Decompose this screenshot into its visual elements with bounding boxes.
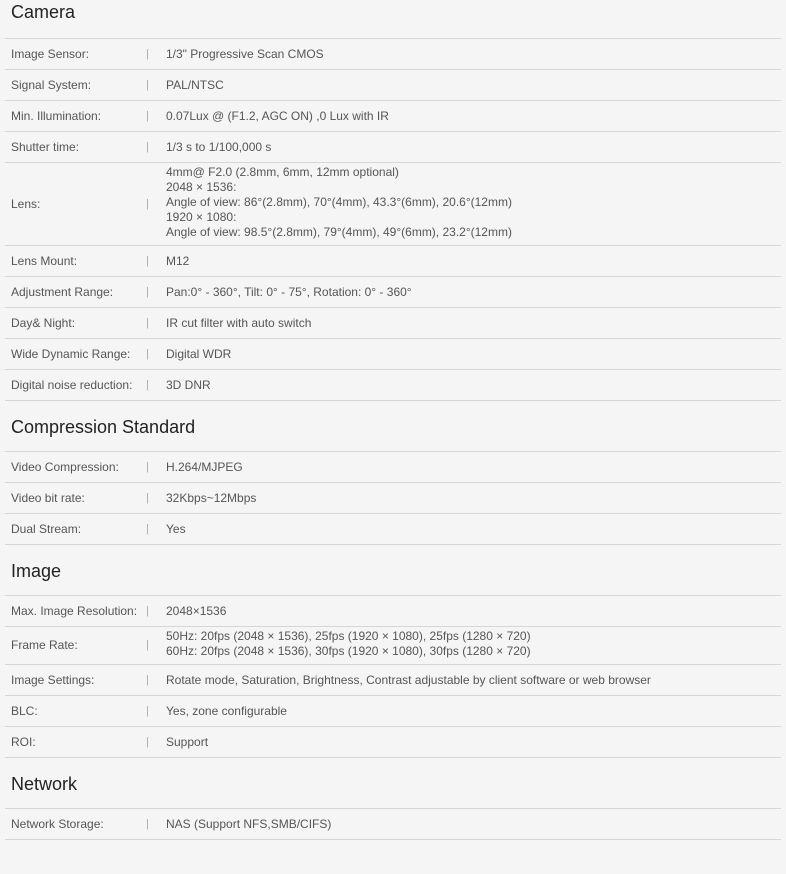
spec-row (5, 308, 781, 339)
section-title: Network (5, 772, 781, 809)
spec-separator: | (146, 197, 149, 210)
spec-value-line: 50Hz: 20fps (2048 × 1536), 25fps (1920 × 1080), 25fps (1280 × 720) (166, 629, 531, 643)
spec-row (5, 370, 781, 401)
spec-row (5, 809, 781, 840)
spec-row (5, 277, 781, 308)
spec-value-line: Angle of view: 98.5°(2.8mm), 79°(4mm), 49°(6mm), 23.2°(12mm) (166, 225, 512, 239)
spec-sheet (5, 0, 781, 840)
spec-separator: | (146, 378, 149, 391)
spec-row (5, 696, 781, 727)
spec-separator: | (146, 460, 149, 473)
spec-value-line: 1/3" Progressive Scan CMOS (166, 46, 324, 61)
spec-label: BLC: (11, 703, 38, 718)
spec-value-line: Support (166, 734, 209, 749)
spec-value-line: 1/3 s to 1/100,000 s (166, 139, 272, 154)
spec-row (5, 70, 781, 101)
spec-separator: | (146, 47, 149, 60)
spec-value (166, 704, 781, 719)
spec-separator: | (146, 639, 149, 651)
spec-value (166, 604, 781, 619)
spec-separator: | (146, 704, 149, 717)
spec-value-line: Digital WDR (166, 346, 232, 361)
spec-separator: | (146, 735, 149, 748)
spec-value (166, 109, 781, 124)
spec-row (5, 39, 781, 70)
spec-separator: | (146, 491, 149, 504)
spec-value-line: 32Kbps~12Mbps (166, 490, 257, 505)
section-title: Camera (5, 0, 781, 39)
spec-separator: | (146, 109, 149, 122)
spec-row (5, 665, 781, 696)
spec-label: Network Storage: (11, 816, 104, 831)
spec-separator: | (146, 522, 149, 535)
spec-value-line: Rotate mode, Saturation, Brightness, Contrast adjustable by client software or web browser (166, 672, 651, 687)
spec-value (166, 378, 781, 393)
spec-value (166, 316, 781, 331)
spec-label: ROI: (11, 734, 36, 749)
spec-value-line: M12 (166, 253, 190, 268)
spec-label: Frame Rate: (11, 638, 78, 652)
spec-separator: | (146, 347, 149, 360)
spec-row (5, 727, 781, 758)
spec-value (166, 78, 781, 93)
spec-row (5, 163, 781, 246)
spec-row (5, 483, 781, 514)
spec-value (166, 47, 781, 62)
spec-row (5, 132, 781, 163)
spec-value (166, 817, 781, 832)
spec-value (166, 460, 781, 475)
spec-value (166, 140, 781, 155)
spec-row (5, 452, 781, 483)
spec-value (166, 347, 781, 362)
spec-value (166, 673, 781, 688)
spec-value-line: PAL/NTSC (166, 77, 224, 92)
spec-separator: | (146, 604, 149, 617)
spec-value (166, 163, 781, 245)
spec-label: Video bit rate: (11, 490, 85, 505)
spec-label: Day& Night: (11, 315, 76, 330)
spec-value-line: 0.07Lux @ (F1.2, AGC ON) ,0 Lux with IR (166, 108, 389, 123)
spec-value-line: 4mm@ F2.0 (2.8mm, 6mm, 12mm optional) (166, 165, 399, 179)
spec-row (5, 101, 781, 132)
spec-value-line: Yes (166, 521, 186, 536)
spec-value-line: NAS (Support NFS,SMB/CIFS) (166, 816, 332, 831)
spec-separator: | (146, 140, 149, 153)
spec-separator: | (146, 78, 149, 91)
spec-separator: | (146, 285, 149, 298)
spec-label: Lens: (11, 196, 41, 211)
spec-value (166, 491, 781, 506)
spec-separator: | (146, 254, 149, 267)
spec-label: Video Compression: (11, 459, 119, 474)
spec-label: Signal System: (11, 77, 92, 92)
spec-value-line: 2048×1536 (166, 603, 227, 618)
section-title: Image (5, 559, 781, 596)
spec-label: Shutter time: (11, 139, 80, 154)
spec-row (5, 596, 781, 627)
spec-row (5, 339, 781, 370)
spec-value-line: 60Hz: 20fps (2048 × 1536), 30fps (1920 × 1080), 30fps (1280 × 720) (166, 644, 531, 658)
spec-label: Adjustment Range: (11, 284, 114, 299)
spec-label: Image Settings: (11, 672, 95, 687)
spec-value-line: IR cut filter with auto switch (166, 315, 312, 330)
spec-row (5, 627, 781, 665)
spec-label: Digital noise reduction: (11, 377, 133, 392)
spec-value-line: Angle of view: 86°(2.8mm), 70°(4mm), 43.3°(6mm), 20.6°(12mm) (166, 195, 512, 209)
spec-value (166, 254, 781, 269)
spec-label: Lens Mount: (11, 253, 78, 268)
spec-value-line: 2048 × 1536: (166, 180, 237, 194)
spec-value (166, 627, 781, 664)
spec-label: Min. Illumination: (11, 108, 102, 123)
spec-separator: | (146, 316, 149, 329)
spec-label: Max. Image Resolution: (11, 603, 138, 618)
section-title: Compression Standard (5, 415, 781, 452)
spec-row (5, 514, 781, 545)
spec-label: Dual Stream: (11, 521, 82, 536)
spec-value-line: 1920 × 1080: (166, 210, 237, 224)
spec-value (166, 522, 781, 537)
spec-label: Wide Dynamic Range: (11, 346, 131, 361)
spec-row (5, 246, 781, 277)
spec-value-line: 3D DNR (166, 377, 211, 392)
spec-value (166, 735, 781, 750)
spec-label: Image Sensor: (11, 46, 90, 61)
spec-value-line: Pan:0° - 360°, Tilt: 0° - 75°, Rotation: 0° - 360° (166, 284, 412, 299)
spec-value-line: H.264/MJPEG (166, 459, 243, 474)
spec-separator: | (146, 673, 149, 686)
spec-separator: | (146, 817, 149, 830)
spec-value-line: Yes, zone configurable (166, 703, 287, 718)
spec-value (166, 285, 781, 300)
